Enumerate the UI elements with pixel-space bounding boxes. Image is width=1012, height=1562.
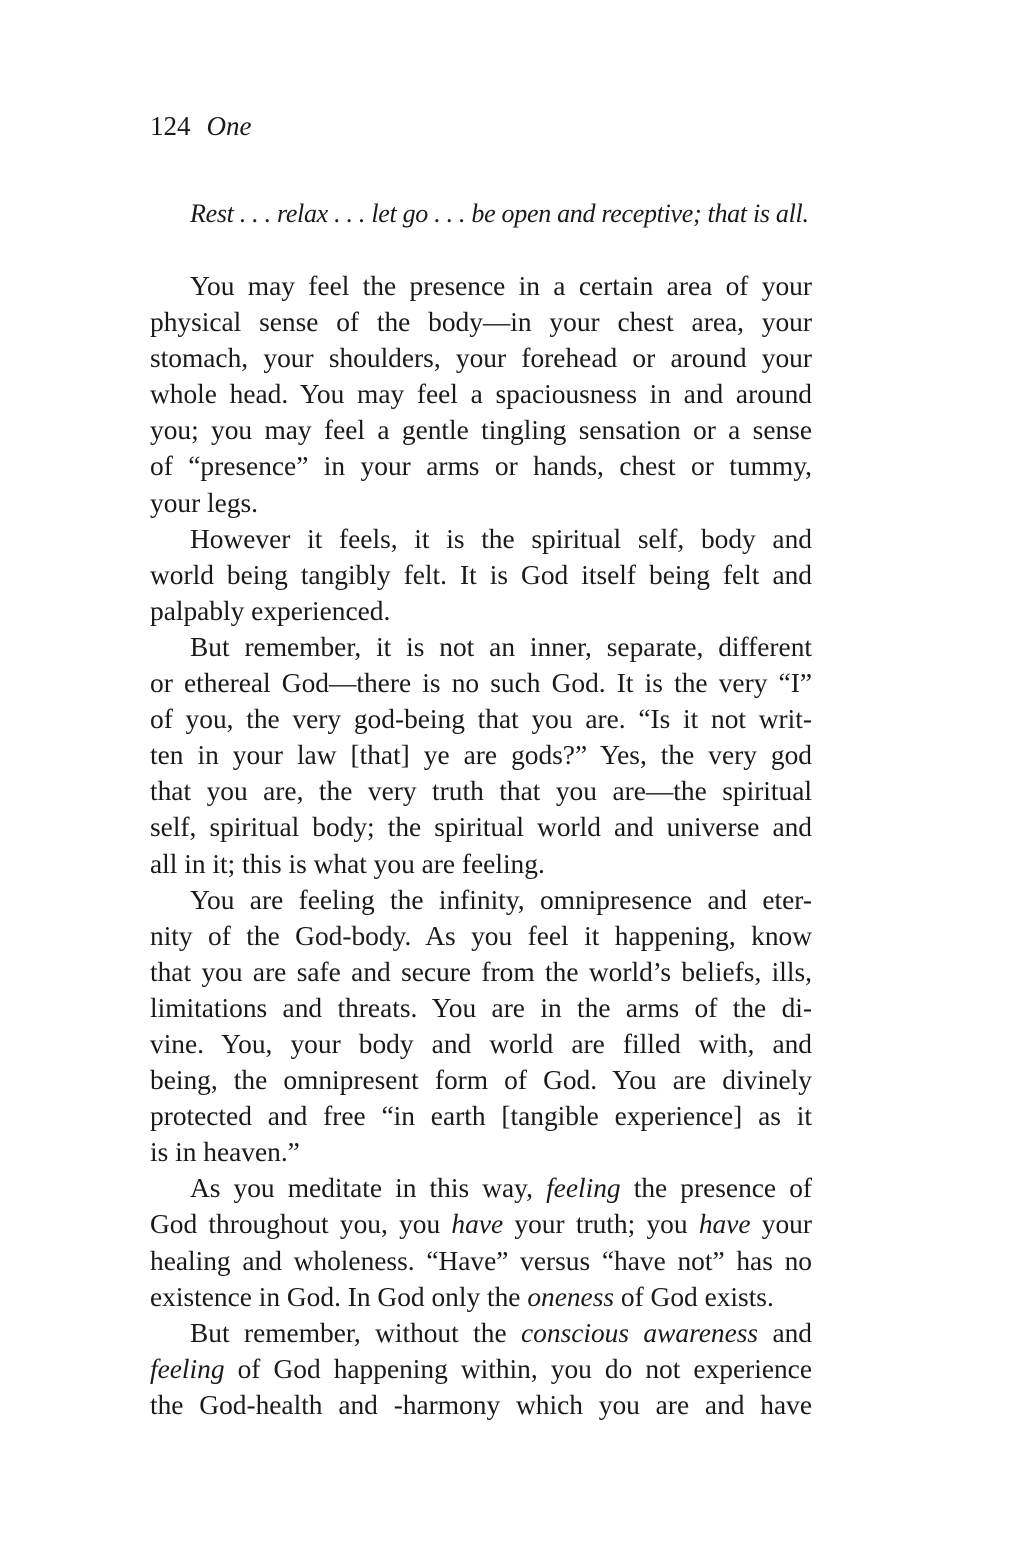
- paragraph: [150, 1170, 812, 1314]
- text-line: stomach, your shoulders, your forehead or around your: [150, 343, 812, 374]
- epigraph: Rest . . . relax . . . let go . . . be open and receptive; that is all.: [190, 199, 809, 228]
- body-text: [150, 268, 812, 1423]
- text-line: You are feeling the infinity, omnipresence and eter-: [190, 884, 812, 915]
- text-line: protected and free “in earth [tangible experience] as it: [150, 1101, 812, 1132]
- text-line: you; you may feel a gentle tingling sensation or a sense: [150, 415, 812, 446]
- text-line: self, spiritual body; the spiritual world and universe and: [150, 812, 812, 843]
- text-line: of “presence” in your arms or hands, chest or tummy,: [150, 451, 812, 482]
- emphasis: feeling: [150, 1353, 225, 1384]
- text-line: being, the omnipresent form of God. You are divinely: [150, 1065, 812, 1096]
- paragraph: [150, 268, 812, 521]
- text-line: the God-health and -harmony which you are and have: [150, 1389, 812, 1420]
- text-line: God throughout you, you have your truth; you have your: [150, 1209, 812, 1240]
- paragraph: [150, 521, 812, 629]
- text-line: all in it; this is what you are feeling.: [150, 848, 545, 879]
- text-line: But remember, it is not an inner, separate, different: [190, 631, 812, 662]
- text-line: limitations and threats. You are in the arms of the di-: [150, 992, 812, 1023]
- text-line: that you are, the very truth that you are—the spiritual: [150, 776, 812, 807]
- text-line: of you, the very god-being that you are. “Is it not writ-: [150, 704, 812, 735]
- book-page: [150, 108, 812, 1423]
- text-line: vine. You, your body and world are filled with, and: [150, 1028, 812, 1059]
- page-number: 124: [150, 111, 191, 141]
- text-line: your legs.: [150, 487, 259, 518]
- paragraph: [150, 629, 812, 882]
- text-line: existence in God. In God only the oneness of God exists.: [150, 1281, 774, 1312]
- text-line: or ethereal God—there is no such God. It is the very “I”: [150, 668, 812, 699]
- emphasis: have: [698, 1209, 751, 1240]
- text-line: nity of the God-body. As you feel it happening, know: [150, 920, 812, 951]
- running-header: [150, 108, 812, 144]
- emphasis: conscious awareness: [521, 1317, 759, 1348]
- emphasis: oneness: [527, 1281, 615, 1312]
- text-line: world being tangibly felt. It is God itself being felt and: [150, 559, 812, 590]
- emphasis: feeling: [546, 1173, 621, 1204]
- text-line: But remember, without the conscious awareness and: [190, 1317, 812, 1348]
- text-line: As you meditate in this way, feeling the presence of: [190, 1173, 813, 1204]
- text-line: physical sense of the body—in your chest area, your: [150, 307, 812, 338]
- paragraph: [150, 882, 812, 1171]
- text-line: However it feels, it is the spiritual self, body and: [190, 523, 812, 554]
- text-line: is in heaven.”: [150, 1137, 300, 1168]
- emphasis: have: [451, 1209, 504, 1240]
- text-line: ten in your law [that] ye are gods?” Yes, the very god: [150, 740, 812, 771]
- text-line: whole head. You may feel a spaciousness in and around: [150, 379, 812, 410]
- paragraph: [150, 1315, 812, 1423]
- text-line: healing and wholeness. “Have” versus “have not” has no: [150, 1245, 812, 1276]
- text-line: that you are safe and secure from the world’s beliefs, ills,: [150, 956, 812, 987]
- running-title: One: [206, 111, 252, 141]
- text-line: palpably experienced.: [150, 595, 391, 626]
- text-line: You may feel the presence in a certain area of your: [190, 271, 812, 301]
- text-line: feeling of God happening within, you do not experience: [150, 1353, 812, 1384]
